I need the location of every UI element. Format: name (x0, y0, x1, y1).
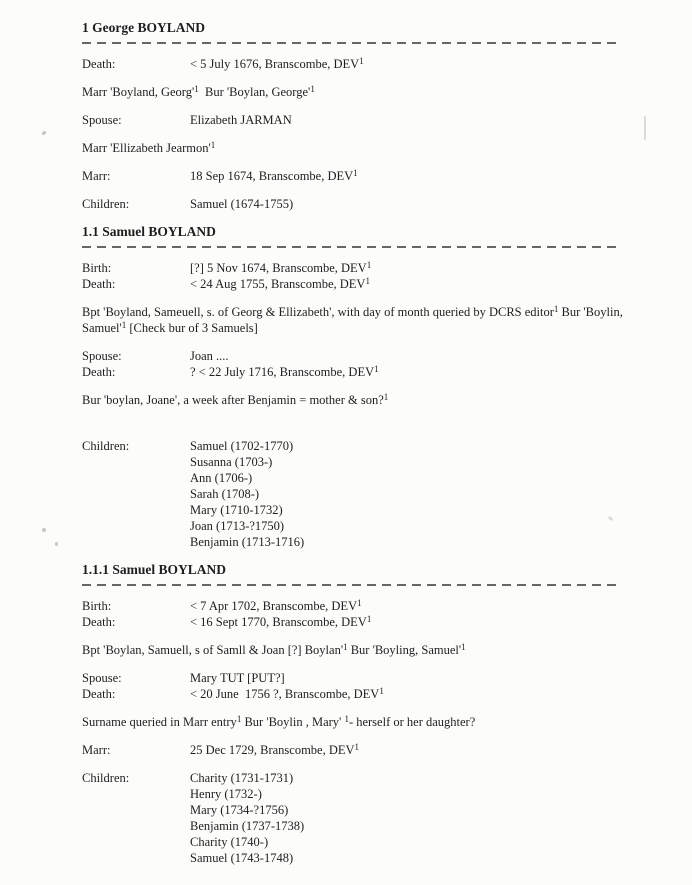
child-entry: Charity (1740-) (190, 835, 269, 849)
source-reference: 1 (343, 642, 348, 652)
source-reference: 1 (379, 686, 384, 696)
children-list (190, 196, 293, 212)
field-label: Death: (82, 365, 116, 379)
section-title: 1.1 Samuel BOYLAND (82, 224, 216, 239)
field-label: Birth: (82, 261, 112, 275)
section-divider (82, 584, 617, 586)
scan-speck (41, 131, 46, 135)
field-label: Birth: (82, 599, 112, 613)
source-reference: 1 (366, 614, 372, 624)
field-row (82, 260, 627, 276)
scan-speck (55, 542, 58, 546)
field-value: < 5 July 1676, Branscombe, DEV$^1$ (190, 56, 364, 71)
note-line: Marr 'Ellizabeth $Jearmon'^1$ (82, 140, 216, 155)
child-entry: Mary (1710-1732) (190, 503, 283, 517)
child-entry: Samuel (1743-1748) (190, 851, 294, 865)
field-value: [?] 5 Nov 1674, Branscombe, DEV$^1$ (190, 260, 372, 275)
field-value: 25 Dec 1729, Branscombe, DEV$^1$ (190, 742, 360, 757)
note-paragraph (82, 84, 627, 100)
note-line: Marr 'Boyland, $Georg'^1$ Bur 'Boylan, $George'^1$ (82, 84, 315, 99)
source-reference: 1 (366, 260, 372, 270)
field-value: Elizabeth JARMAN (190, 113, 292, 127)
note-line: Bpt 'Boylan, Samuell, s of Samll & Joan [?] $Boylan'^1$ Bur 'Boyling, $Samuel'^1$ (82, 642, 466, 657)
child-entry: Susanna (1703-) (190, 455, 273, 469)
field-row (82, 686, 627, 702)
field-value: Mary TUT [PUT?] (190, 671, 285, 685)
field-row (82, 614, 627, 630)
note-line: Bur 'boylan, Joane', a week after Benjamin = mother & son?$^1$ (82, 392, 389, 407)
field-group (82, 168, 627, 184)
source-reference: 1 (383, 392, 389, 402)
field-label: Children: (82, 197, 130, 211)
field-label: Death: (82, 615, 116, 629)
field-row (82, 598, 627, 614)
child-entry: Samuel (1674-1755) (190, 197, 294, 211)
source-reference: 1 (121, 320, 127, 330)
source-reference: 1 (357, 598, 362, 608)
child-entry: Benjamin (1713-1716) (190, 535, 305, 549)
field-row (82, 364, 627, 380)
children-list (190, 438, 304, 550)
field-label: Spouse: (82, 349, 122, 363)
source-reference: 1 (354, 742, 360, 752)
source-reference: 1 (461, 642, 466, 652)
children-block (82, 438, 627, 550)
child-entry: Henry (1732-) (190, 787, 262, 801)
source-reference: 1 (365, 276, 370, 286)
child-entry: Joan (1713-?1750) (190, 519, 285, 533)
field-row (82, 742, 627, 758)
field-value: Joan .... (190, 349, 229, 363)
source-reference: 1 (359, 56, 364, 66)
field-group (82, 598, 627, 630)
child-entry: Ann (1706-) (190, 471, 253, 485)
source-reference: 1 (374, 364, 379, 374)
field-row (82, 670, 627, 686)
field-value: ? < 22 July 1716, Branscombe, DEV$^1$ (190, 364, 379, 379)
field-label: Children: (82, 439, 130, 453)
child-entry: Charity (1731-1731) (190, 771, 294, 785)
field-label: Marr: (82, 743, 111, 757)
document-body (82, 20, 627, 866)
note-paragraph (82, 642, 627, 658)
scan-speck (42, 528, 46, 532)
note-line: Bpt 'Boyland, Sameuell, s. of Georg & Ellizabeth', with day of month queried by DCRS editor$^1$ Bur 'Boylin, (82, 304, 623, 319)
source-reference: 1 (236, 714, 242, 724)
field-group (82, 348, 627, 380)
field-value: < 20 June 1756 ?, Branscombe, DEV$^1$ (190, 686, 384, 701)
source-reference: 1 (353, 168, 358, 178)
field-row (82, 112, 627, 128)
field-label: Children: (82, 771, 130, 785)
field-row (82, 56, 627, 72)
source-reference: 1 (310, 84, 315, 94)
source-reference: 1 (194, 84, 199, 94)
note-paragraph (82, 714, 627, 730)
field-group (82, 112, 627, 128)
field-value: 18 Sep 1674, Branscombe, DEV$^1$ (190, 168, 358, 183)
child-entry: Samuel (1702-1770) (190, 439, 294, 453)
children-list (190, 770, 304, 866)
field-row (82, 348, 627, 364)
field-label: Marr: (82, 169, 111, 183)
child-entry: Benjamin (1737-1738) (190, 819, 305, 833)
field-group (82, 670, 627, 702)
record-section (82, 20, 627, 212)
section-divider (82, 246, 617, 248)
scan-smudge (644, 116, 646, 140)
record-section (82, 224, 627, 550)
children-block (82, 770, 627, 866)
field-row (82, 168, 627, 184)
child-entry: Sarah (1708-) (190, 487, 260, 501)
field-value: < 24 Aug 1755, Branscombe, DEV$^1$ (190, 276, 370, 291)
field-label: Death: (82, 687, 116, 701)
note-line: Surname queried in Marr entry$^1$ Bur 'Boylin , Mary' $^1$- herself or her daughter? (82, 714, 476, 729)
field-row (82, 276, 627, 292)
note-paragraph (82, 304, 627, 336)
source-reference: 1 (553, 304, 559, 314)
field-group (82, 56, 627, 72)
section-title: 1 George BOYLAND (82, 20, 205, 35)
section-divider (82, 42, 617, 44)
note-line: $Samuel'^1$ [Check bur of 3 Samuels] (82, 320, 258, 335)
note-paragraph (82, 392, 627, 408)
note-paragraph (82, 140, 627, 156)
section-title: 1.1.1 Samuel BOYLAND (82, 562, 227, 577)
field-group (82, 260, 627, 292)
field-label: Spouse: (82, 671, 122, 685)
field-label: Spouse: (82, 113, 122, 127)
record-section (82, 562, 627, 866)
children-block (82, 196, 627, 212)
field-value: < 7 Apr 1702, Branscombe, DEV$^1$ (190, 598, 362, 613)
field-label: Death: (82, 57, 116, 71)
source-reference: 1 (210, 140, 216, 150)
source-reference: 1 (344, 714, 349, 724)
field-group (82, 742, 627, 758)
child-entry: Mary (1734-?1756) (190, 803, 289, 817)
field-value: < 16 Sept 1770, Branscombe, DEV$^1$ (190, 614, 372, 629)
field-label: Death: (82, 277, 116, 291)
